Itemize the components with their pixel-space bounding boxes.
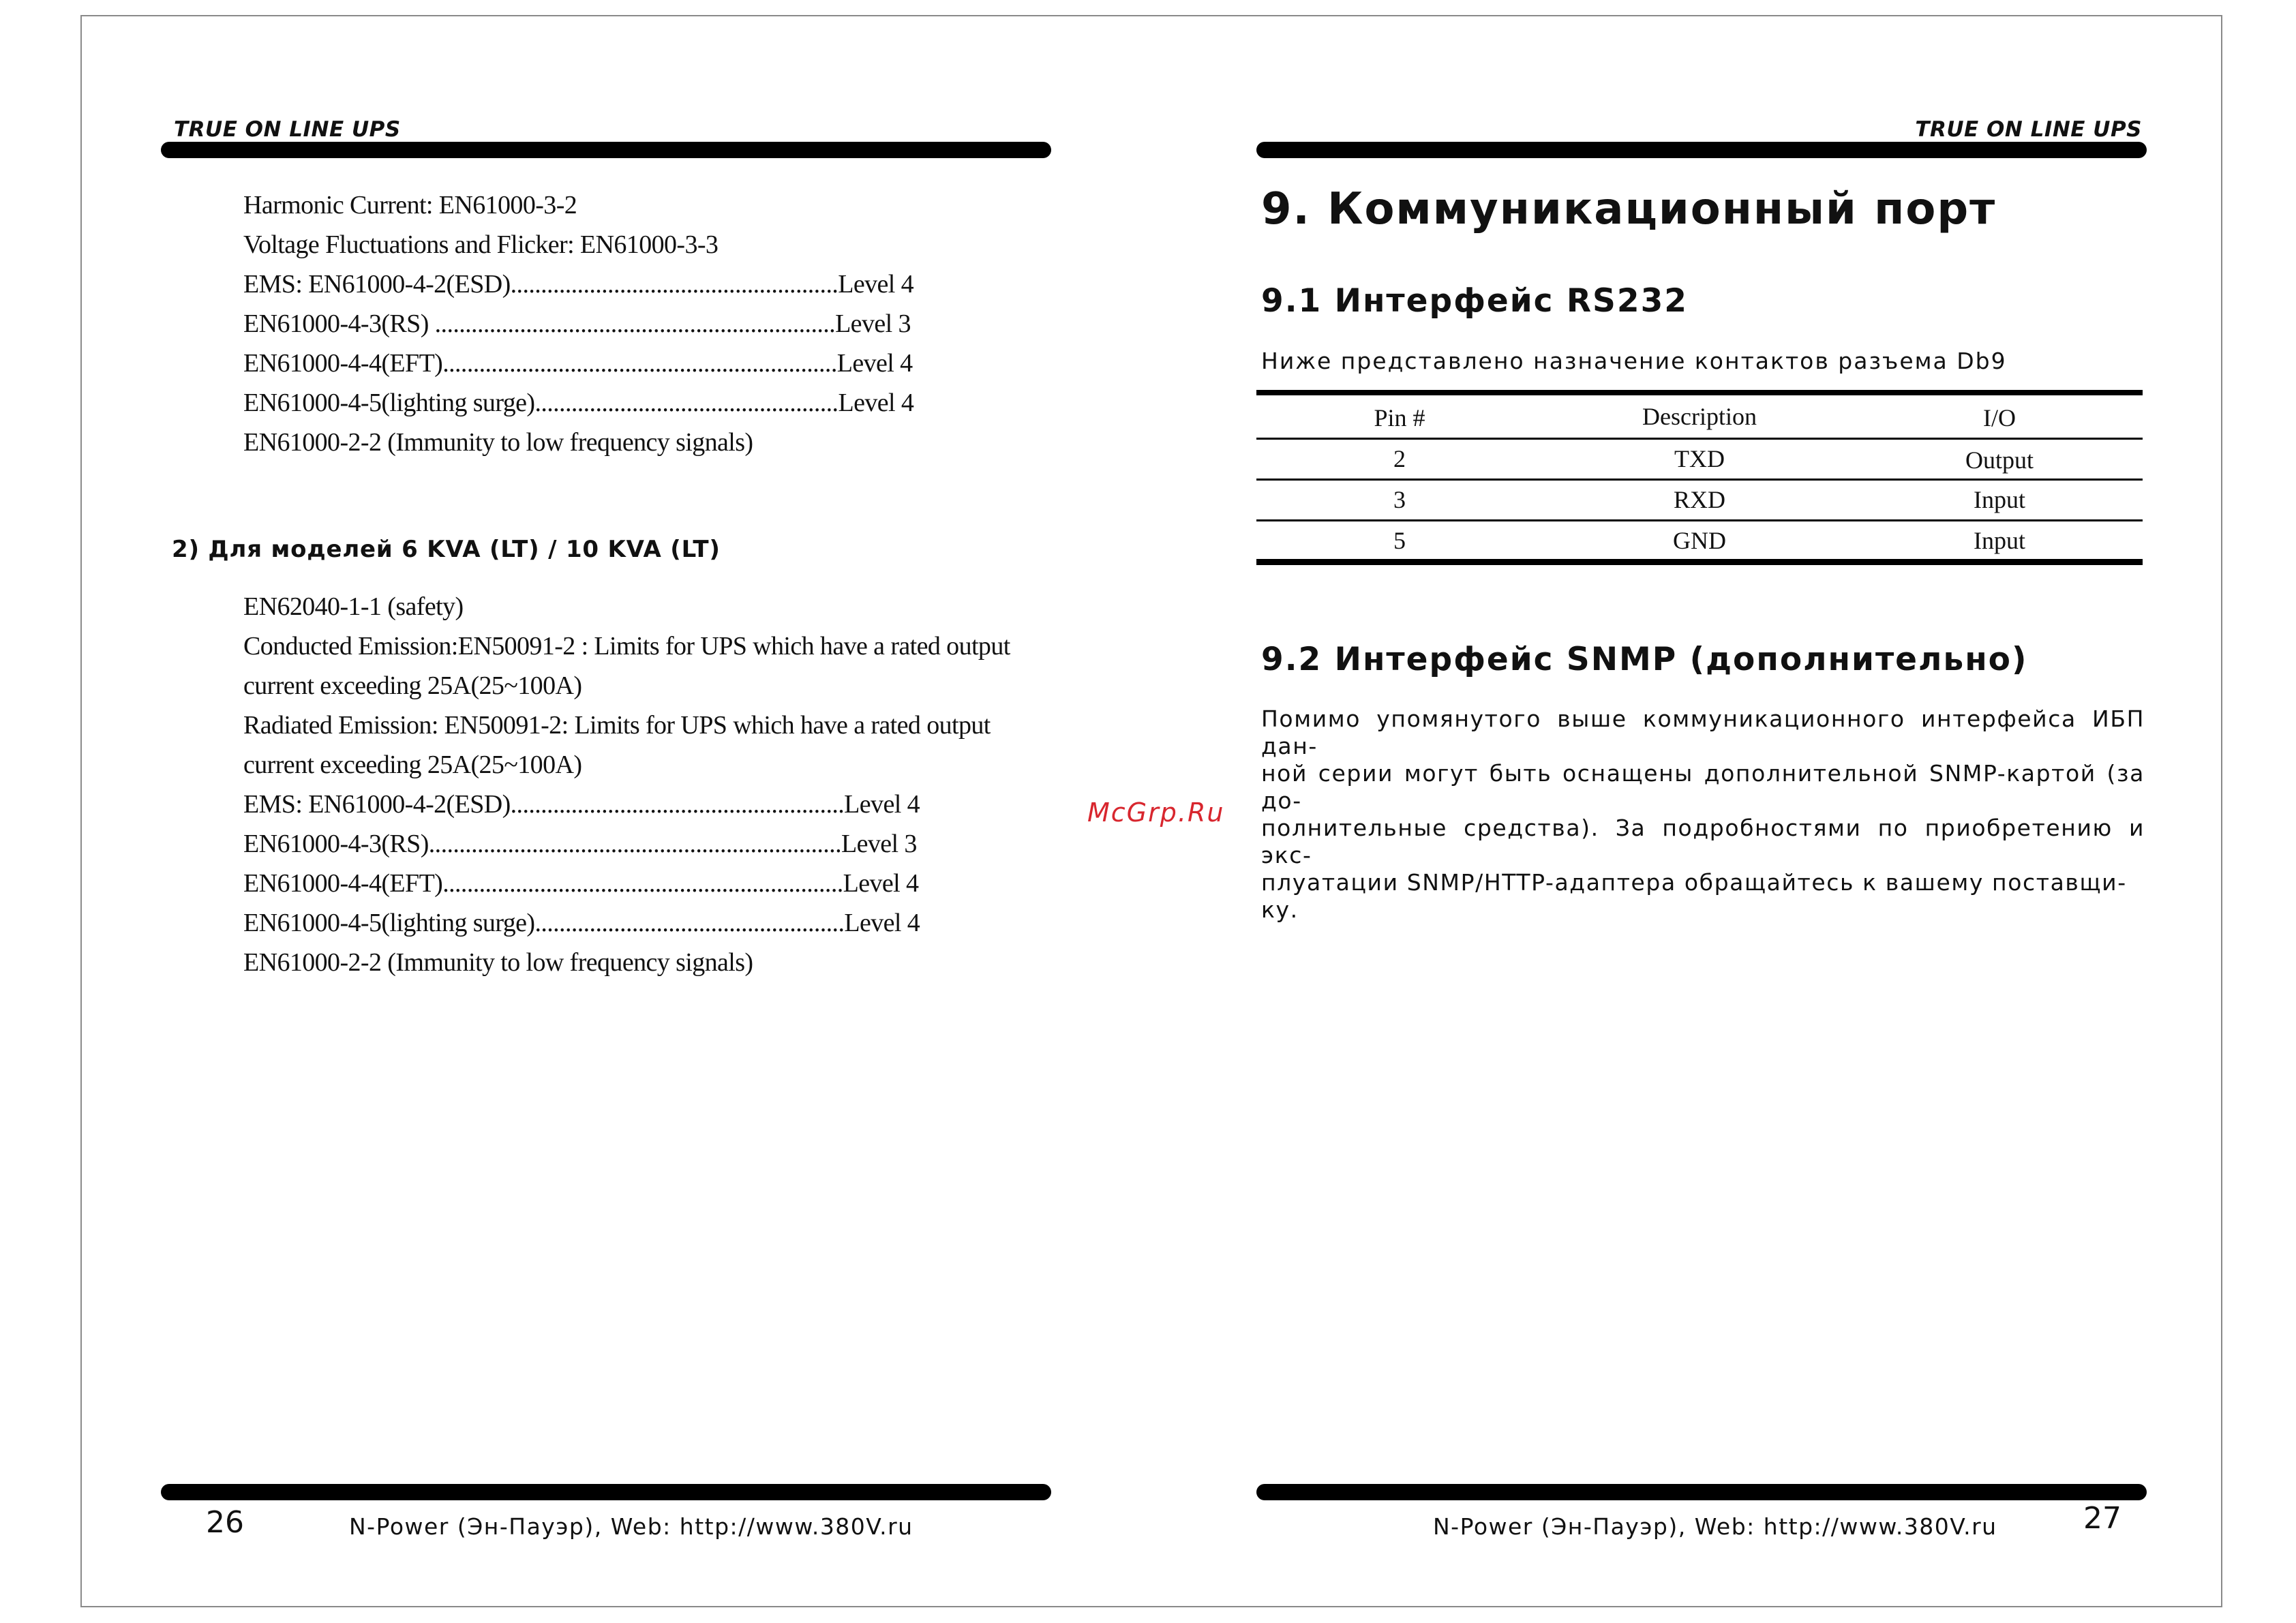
rs232-title: 9.1 Интерфейс RS232 — [1261, 282, 1689, 320]
right-header-title: TRUE ON LINE UPS — [1915, 117, 2142, 142]
dot-leader: ...................................................... — [510, 270, 839, 299]
snmp-line: Помимо упомянутого выше коммуникационного интерфейса ИБП дан- — [1261, 706, 2145, 759]
snmp-line: ной серии могут быть оснащены дополнительной SNMP-картой (за до- — [1261, 760, 2145, 814]
spec-line: current exceeding 25A(25~100A) — [243, 750, 582, 779]
table-cell-pin: 2 — [1393, 445, 1406, 472]
section-title: 9. Коммуникационный порт — [1261, 184, 1997, 234]
table-cell-io: Output — [1965, 446, 2034, 474]
spec-line: Harmonic Current: EN61000-3-2 — [243, 191, 577, 219]
spec-label: EN61000-4-4(EFT) — [243, 349, 443, 378]
spec-level: Level 4 — [838, 389, 914, 417]
spec-line: EN62040-1-1 (safety) — [243, 592, 464, 621]
spec-level: Level 3 — [841, 830, 917, 858]
table-cell-description: TXD — [1674, 445, 1725, 472]
spec-line: EN61000-2-2 (Immunity to low frequency signals) — [243, 948, 753, 977]
spec-line-leveled — [243, 269, 913, 299]
left-footer-text: N-Power (Эн-Пауэр), Web: http://www.380V.ru — [349, 1513, 913, 1540]
table-cell-pin: 3 — [1393, 486, 1406, 513]
rs232-intro: Ниже представлено назначение контактов разъема Db9 — [1261, 348, 2007, 374]
left-header-title: TRUE ON LINE UPS — [174, 117, 401, 142]
spec-level: Level 4 — [838, 270, 914, 299]
models-subheading: 2) Для моделей 6 KVA (LT) / 10 KVA (LT) — [172, 536, 721, 563]
spec-label: EN61000-4-3(RS) — [243, 830, 429, 858]
left-page-number: 26 — [206, 1505, 244, 1540]
spec-level: Level 4 — [844, 909, 920, 937]
spec-line: EN61000-2-2 (Immunity to low frequency signals) — [243, 428, 753, 457]
dot-leader: .................................................................... — [428, 830, 841, 858]
spec-level: Level 4 — [844, 790, 920, 819]
table-header-io: I/O — [1983, 404, 2016, 431]
snmp-line: полнительные средства). За подробностями по приобретению и экс- — [1261, 815, 2145, 868]
spec-label: EN61000-4-5(lighting surge) — [243, 389, 535, 417]
spec-line-leveled — [243, 789, 920, 819]
spec-line: current exceeding 25A(25~100A) — [243, 671, 582, 700]
left-footer-rule — [161, 1484, 1051, 1500]
spec-label: EMS: EN61000-4-2(ESD) — [243, 270, 511, 299]
dot-leader: ................................................................. — [442, 349, 837, 378]
spec-line: Conducted Emission:EN50091-2 : Limits for UPS which have a rated output — [243, 632, 1010, 661]
table-rule — [1256, 438, 2143, 440]
table-cell-description: RXD — [1673, 486, 1725, 513]
table-top-rule — [1256, 390, 2143, 395]
dot-leader: .................................................. — [534, 389, 839, 417]
left-header-rule — [161, 142, 1051, 158]
right-header-rule — [1256, 142, 2147, 158]
spec-line-leveled — [243, 388, 913, 418]
spec-level: Level 4 — [843, 869, 919, 898]
spec-line-leveled — [243, 868, 918, 898]
spec-level: Level 4 — [836, 349, 913, 378]
dot-leader: .................................................................. — [434, 309, 836, 338]
right-page-number: 27 — [2083, 1501, 2121, 1536]
snmp-paragraph — [1261, 706, 2145, 924]
table-cell-io: Input — [1974, 486, 2025, 513]
right-footer-rule — [1256, 1484, 2147, 1500]
spec-label: EN61000-4-5(lighting surge) — [243, 909, 535, 937]
dot-leader: .................................................................. — [442, 869, 843, 898]
snmp-line: ку. — [1261, 896, 1299, 923]
spec-line: Radiated Emission: EN50091-2: Limits for UPS which have a rated output — [243, 711, 991, 740]
table-header-pin: Pin # — [1374, 404, 1425, 431]
table-cell-description: GND — [1673, 527, 1726, 554]
spec-line-leveled — [243, 908, 920, 938]
table-header-description: Description — [1642, 403, 1757, 430]
table-rule — [1256, 479, 2143, 481]
spec-line: Voltage Fluctuations and Flicker: EN61000-3-3 — [243, 230, 719, 259]
spec-label: EN61000-4-4(EFT) — [243, 869, 443, 898]
spec-label: EMS: EN61000-4-2(ESD) — [243, 790, 511, 819]
spec-line-leveled — [243, 829, 917, 859]
table-cell-pin: 5 — [1393, 527, 1406, 554]
spec-line-leveled — [243, 309, 911, 339]
snmp-title: 9.2 Интерфейс SNMP (дополнительно) — [1261, 641, 2028, 678]
table-cell-io: Input — [1974, 527, 2025, 554]
watermark: McGrp.Ru — [1087, 798, 1225, 828]
dot-leader: ................................................... — [534, 909, 845, 937]
table-rule — [1256, 519, 2143, 521]
snmp-line: плуатации SNMP/HTTP-адаптера обращайтесь к вашему поставщи- — [1261, 869, 2127, 896]
spec-line-leveled — [243, 348, 913, 378]
spec-label: EN61000-4-3(RS) — [243, 309, 435, 338]
spec-level: Level 3 — [835, 309, 911, 338]
dot-leader: ....................................................... — [510, 790, 845, 819]
table-bottom-rule — [1256, 559, 2143, 565]
right-footer-text: N-Power (Эн-Пауэр), Web: http://www.380V.ru — [1433, 1513, 1997, 1540]
